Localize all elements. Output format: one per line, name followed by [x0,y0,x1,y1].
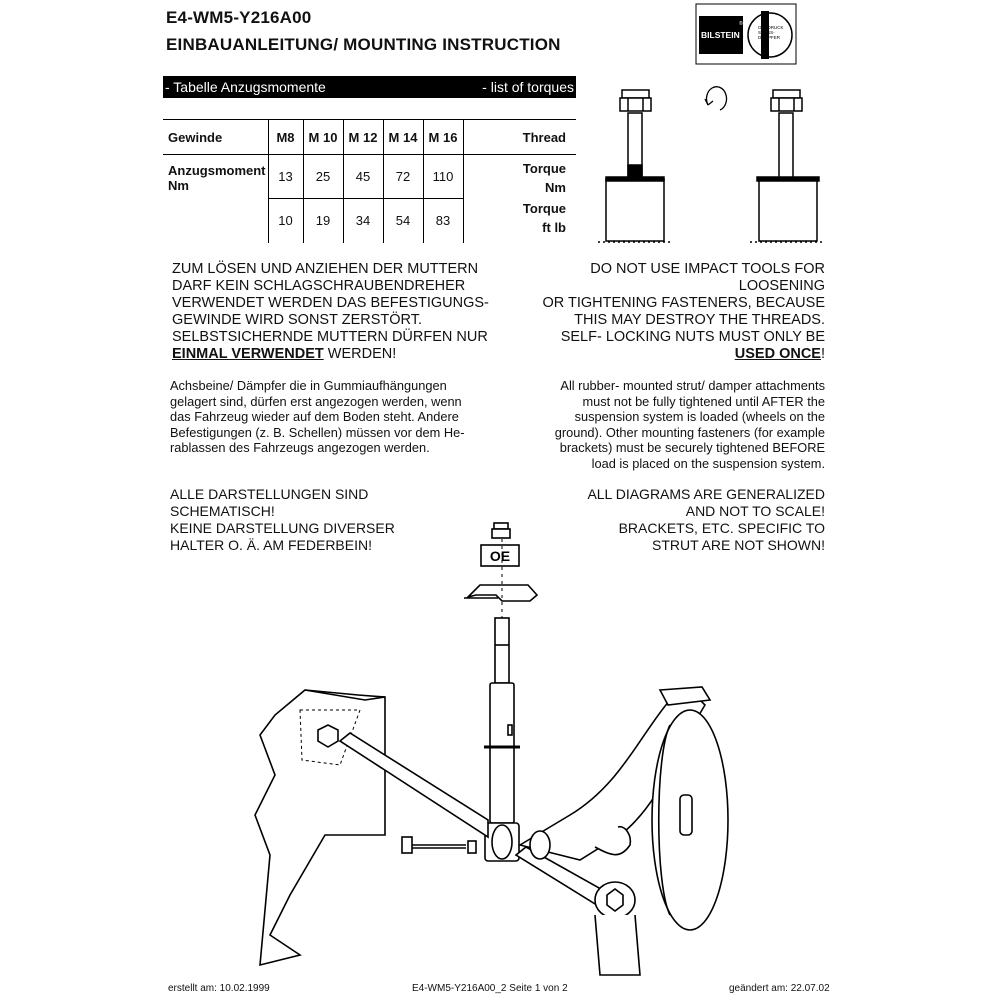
logo-brand: BILSTEIN [701,30,740,40]
oe-label: OE [489,548,511,564]
label-nm: Nm [545,180,566,195]
nm-value: 13 [268,155,303,199]
note-en-line: must not be fully tightened until AFTER the [582,393,825,409]
torque-heading-de: - Tabelle Anzugsmomente [165,79,326,95]
document-id: E4-WM5-Y216A00 [166,8,312,27]
ftlb-value: 34 [343,199,383,243]
warning-de-line: VERWENDET WERDEN DAS BEFESTIGUNGS- [172,295,489,311]
footer-created-date: erstellt am: 10.02.1999 [168,983,270,994]
bolt-tightening-illustration [590,85,840,250]
ftlb-value: 83 [423,199,463,243]
table-header-row [163,120,576,155]
torque-table [163,119,576,243]
shock-absorber-body [484,683,520,861]
torque-heading-bar [163,76,576,98]
schematic-en-line: ALL DIAGRAMS ARE GENERALIZED [587,486,825,502]
schematic-de-line: KEINE DARSTELLUNG DIVERSER [170,520,395,536]
footer-page-info: E4-WM5-Y216A00_2 Seite 1 von 2 [412,983,568,994]
warning-en-line: OR TIGHTENING FASTENERS, BECAUSE [542,295,825,311]
table-row-nm [163,155,576,199]
ftlb-value: 54 [383,199,423,243]
note-en [520,378,825,471]
note-de-line: Befestigungen (z. B. Schellen) müssen vor dem He- [170,424,465,440]
bilstein-logo [695,3,797,65]
warning-de-line: SELBSTSICHERNDE MUTTERN DÜRFEN NUR [172,329,488,345]
note-de-line: das Fahrzeug wieder auf dem Boden steht. Andere [170,409,459,424]
ftlb-value: 19 [303,199,343,243]
vehicle-body-panel [255,690,385,965]
label-torque: Torque [522,200,566,216]
note-en-line: ground). Other mounting fasteners (for example [554,424,825,440]
lower-ball-joint [595,882,640,975]
header-size: M8 [268,120,303,155]
note-de-line: gelagert sind, dürfen erst angezogen werden, wenn [170,393,462,409]
schematic-de-line: ALLE DARSTELLUNGEN SIND SCHEMATISCH! [170,486,369,519]
bolt-tight-figure [750,90,825,242]
nm-value: 45 [343,155,383,199]
schematic-de-line: HALTER O. Ä. AM FEDERBEIN! [170,537,373,553]
schematic-en-line: BRACKETS, ETC. SPECIFIC TO [618,520,825,536]
warning-de-emphasis: EINMAL VERWENDET [172,346,324,362]
nm-value: 72 [383,155,423,199]
header-size: M 10 [303,120,343,155]
warning-en [530,261,825,363]
torque-heading-en: - list of torques [482,79,574,95]
header-size: M 16 [423,120,463,155]
note-de-line: rablassen des Fahrzeugs angezogen werden. [170,440,430,455]
document-title: EINBAUANLEITUNG/ MOUNTING INSTRUCTION [166,35,561,54]
header-thread: Thread [463,120,576,155]
logo-line-2: STOSS- [758,30,775,35]
note-en-line: load is placed on the suspension system. [591,455,825,471]
note-en-line: brackets) must be securely tightened BEFORE [559,440,825,455]
warning-de-line: ZUM LÖSEN UND ANZIEHEN DER MUTTERN [172,261,479,277]
warning-de [172,261,502,363]
top-nut [492,523,510,538]
warning-en-line: THIS MAY DESTROY THE THREADS. [574,312,825,328]
note-de [170,378,470,456]
logo-registered: ® [739,21,743,27]
note-de-line: Achsbeine/ Dämpfer die in Gummiaufhängungen [170,378,447,393]
warning-en-emphasis: USED ONCE [734,346,821,362]
header-size: M 14 [383,120,423,155]
warning-de-last-line [172,346,502,363]
label-torque: Torque [522,161,566,176]
strut-assembly-diagram [240,515,760,980]
piston-rod [495,618,509,683]
warning-en-line: SELF- LOCKING NUTS MUST ONLY BE [560,329,825,345]
warning-de-line: DARF KEIN SCHLAGSCHRAUBENDREHER [172,278,466,294]
footer-changed-date: geändert am: 22.07.02 [729,983,830,994]
logo-line-3: DÄMPFER [758,35,781,40]
nm-value: 110 [423,155,463,199]
nm-value: 25 [303,155,343,199]
warning-en-line: DO NOT USE IMPACT TOOLS FOR LOOSENING [590,261,825,294]
schematic-en-line: AND NOT TO SCALE! [685,503,825,519]
row-label-nm-right [463,155,576,199]
logo-line-1: GASDRUCK [758,25,784,30]
table-row-ftlb [163,199,576,243]
rotation-arrow-icon [707,87,727,110]
warning-de-tail: WERDEN! [323,346,397,362]
ftlb-value: 10 [268,199,303,243]
warning-en-tail: ! [820,346,825,362]
header-size: M 12 [343,120,383,155]
note-en-line: suspension system is loaded (wheels on the [574,409,825,424]
row-label-ftlb-empty [163,199,268,243]
row-label-ftlb-right [463,199,576,243]
row-label-nm: Anzugsmoment Nm [168,163,266,193]
note-en-line: All rubber- mounted strut/ damper attachments [560,378,825,393]
header-gewinde: Gewinde [163,120,268,155]
label-ftlb: ft lb [542,219,566,235]
brake-disc [652,710,728,930]
warning-en-last-line [530,346,825,363]
warning-de-line: GEWINDE WIRD SONST ZERSTÖRT. [172,312,423,328]
schematic-en-line: STRUT ARE NOT SHOWN! [652,537,825,553]
mounting-bolt [402,837,476,853]
bolt-loose-figure [598,90,672,242]
upper-mount [464,585,537,601]
